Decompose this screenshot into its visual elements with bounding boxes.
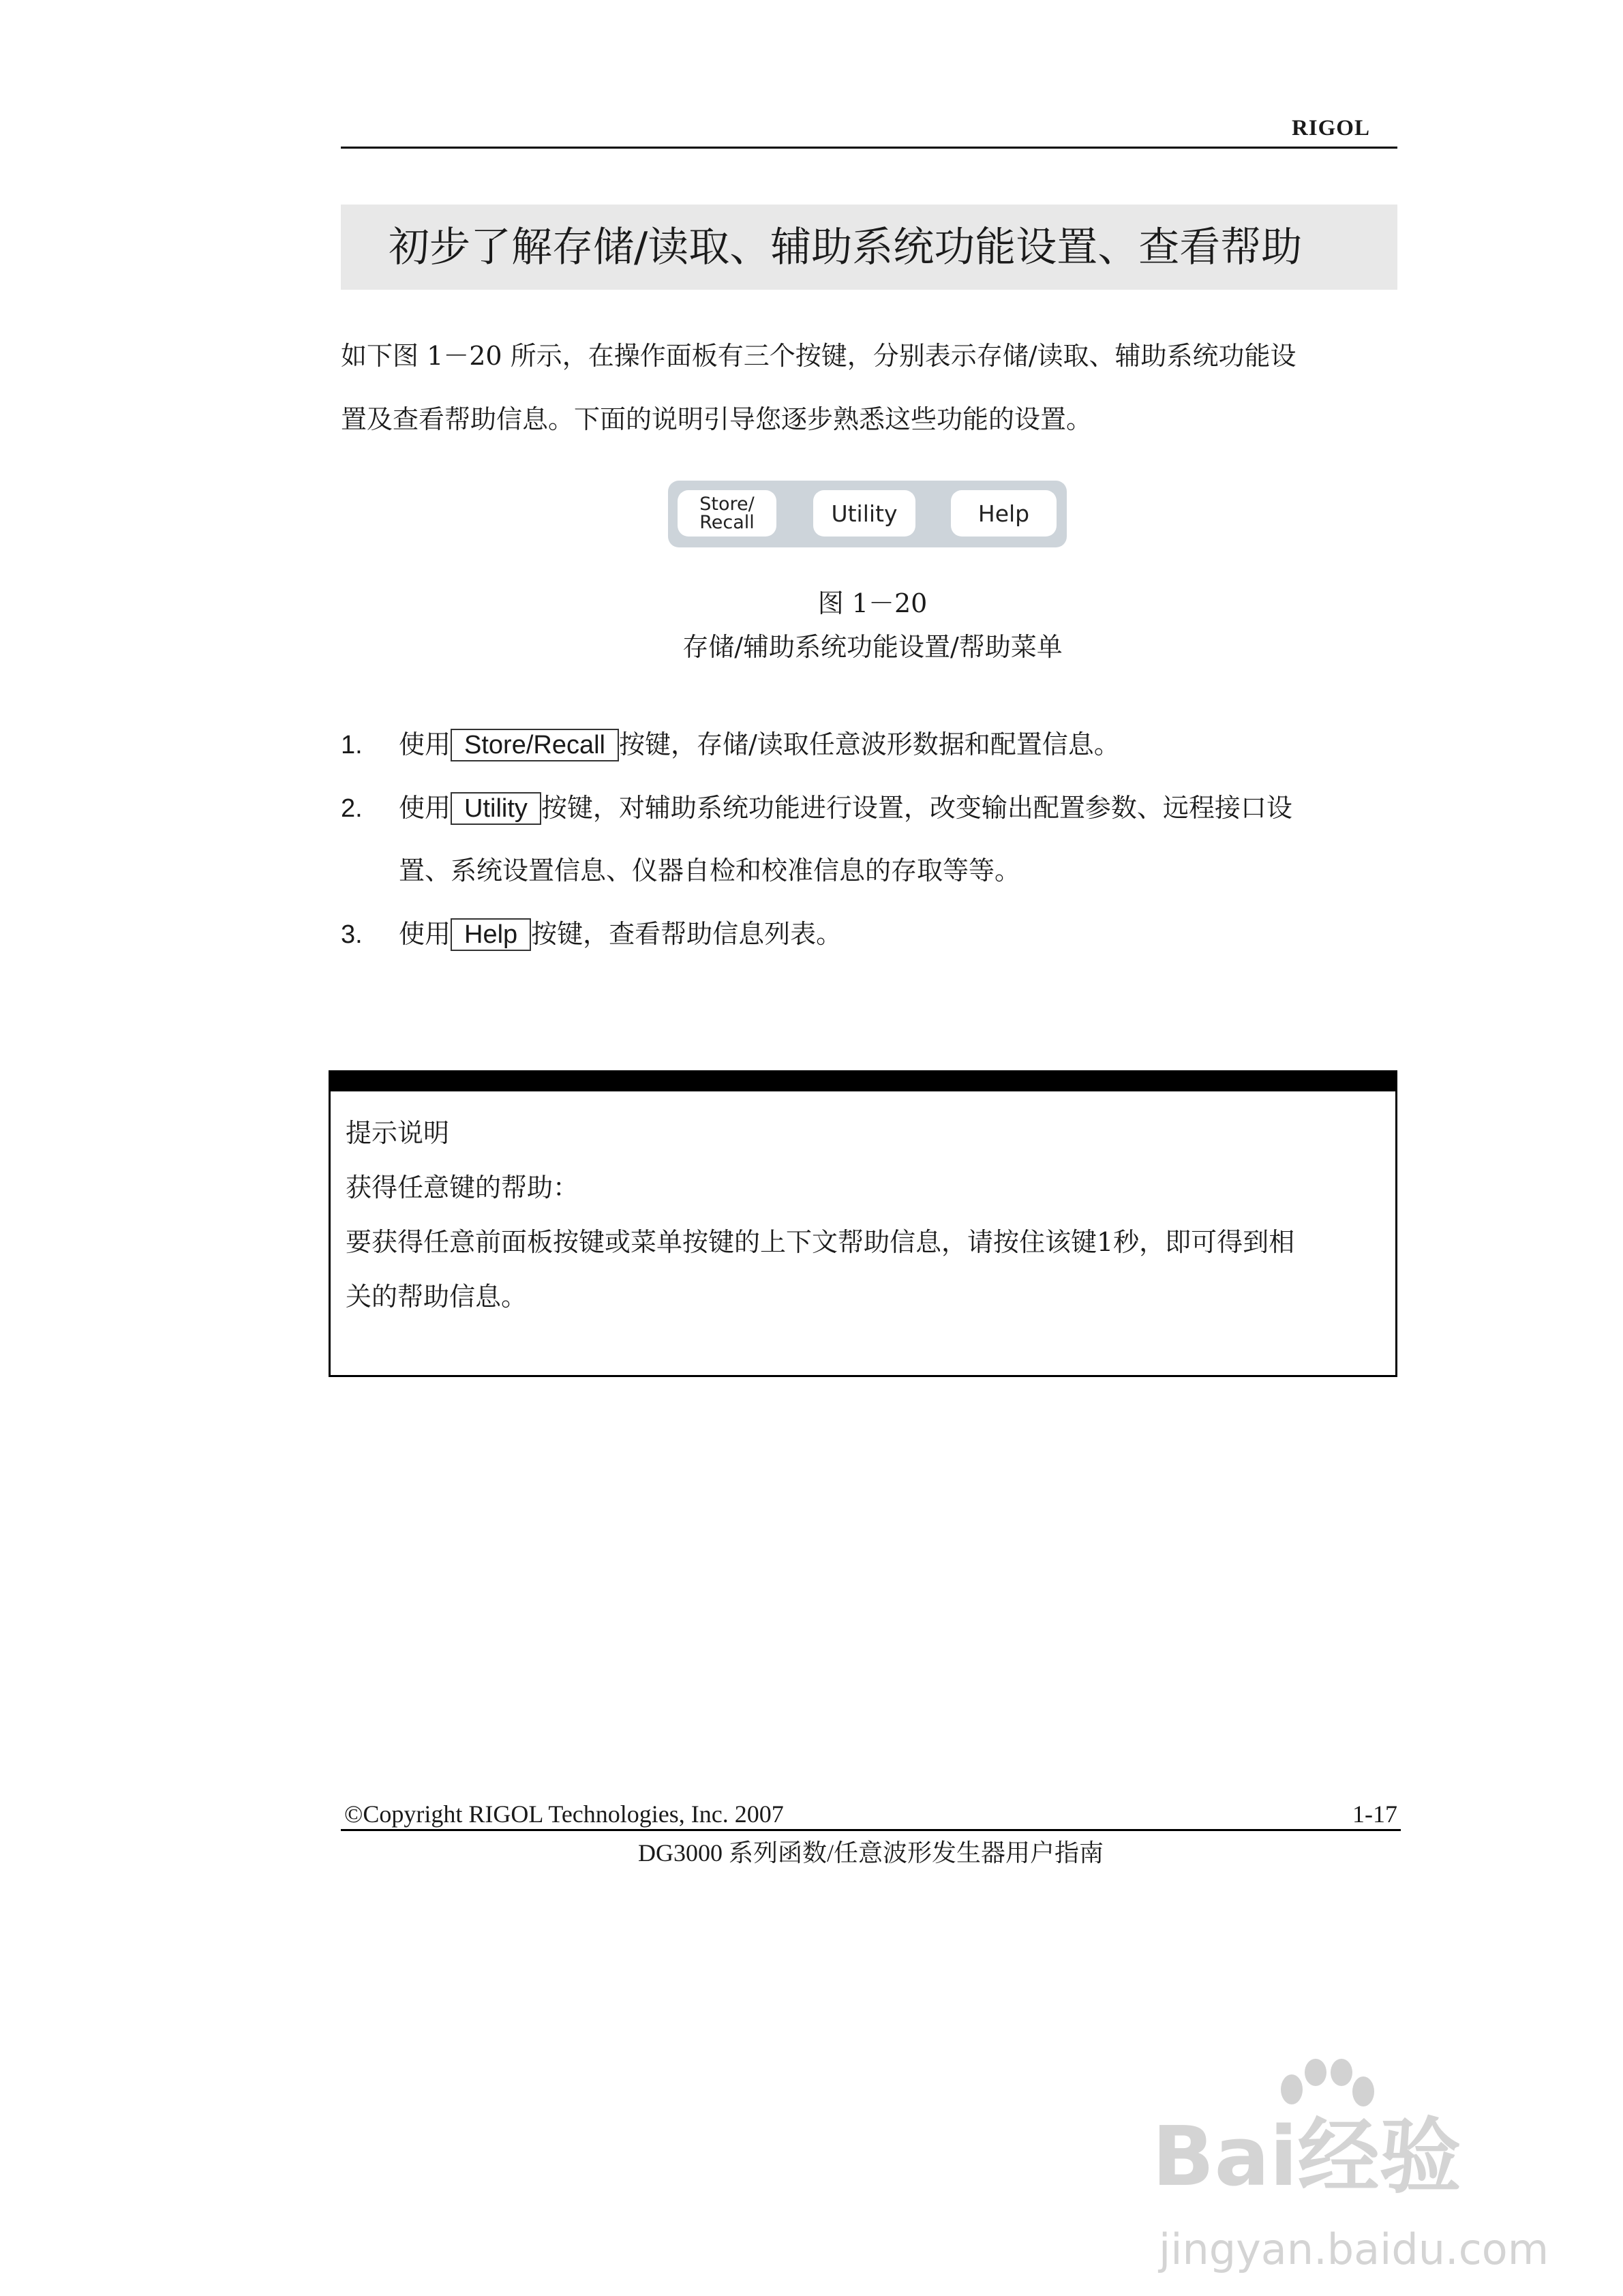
header-rule [341,147,1397,149]
tip-heading: 提示说明 [346,1118,450,1148]
store-recall-button-image [678,490,776,537]
utility-button-image: Utility [813,490,915,537]
footer-rule [341,1829,1401,1831]
tip-subheading: 获得任意键的帮助： [346,1173,579,1203]
list-number: 2. [341,794,363,823]
brand-header: RIGOL [1291,116,1370,140]
tip-box-top-bar [331,1072,1395,1091]
key-utility: Utility [451,792,541,825]
list-number: 3. [341,920,363,949]
tip-text-line-1: 要获得任意前面板按键或菜单按键的上下文帮助信息，请按住该键1秒，即可得到相 [346,1227,1295,1257]
page-number: 1-17 [1352,1800,1397,1828]
store-label: Store/ [699,494,755,515]
watermark-logo-text: Bai经验 [1152,2110,1461,2205]
list-prefix: 使用 [399,729,451,759]
list-item-continuation: 置、系统设置信息、仪器自检和校准信息的存取等等。 [399,856,1021,886]
list-prefix: 使用 [399,919,451,949]
tip-text-line-2: 关的帮助信息。 [346,1282,528,1312]
key-help: Help [451,918,531,951]
figure-caption: 存储/辅助系统功能设置/帮助菜单 [682,632,1063,662]
tip-box [329,1070,1397,1377]
button-panel-figure [668,481,1067,547]
manual-title: DG3000 系列函数/任意波形发生器用户指南 [638,1839,1104,1867]
list-item [341,789,1292,828]
list-item [341,726,1120,764]
list-text: 按键，对辅助系统功能进行设置，改变输出配置参数、远程接口设 [541,793,1292,823]
list-number: 1. [341,731,363,759]
intro-line-1: 如下图 1－20 所示，在操作面板有三个按键，分别表示存储/读取、辅助系统功能设 [341,341,1296,371]
list-prefix: 使用 [399,793,451,823]
watermark-url: jingyan.baidu.com [1159,2224,1549,2274]
list-text: 按键，存储/读取任意波形数据和配置信息。 [619,729,1120,759]
copyright: ©Copyright RIGOL Technologies, Inc. 2007 [344,1800,784,1828]
section-title: 初步了解存储/读取、辅助系统功能设置、查看帮助 [389,224,1303,271]
help-button-image: Help [951,490,1057,537]
figure-number: 图 1－20 [817,588,928,618]
recall-label: Recall [699,512,755,533]
key-store-recall: Store/Recall [451,729,619,761]
intro-line-2: 置及查看帮助信息。下面的说明引导您逐步熟悉这些功能的设置。 [341,404,1093,434]
list-text: 按键，查看帮助信息列表。 [531,919,843,949]
list-item [341,916,842,954]
